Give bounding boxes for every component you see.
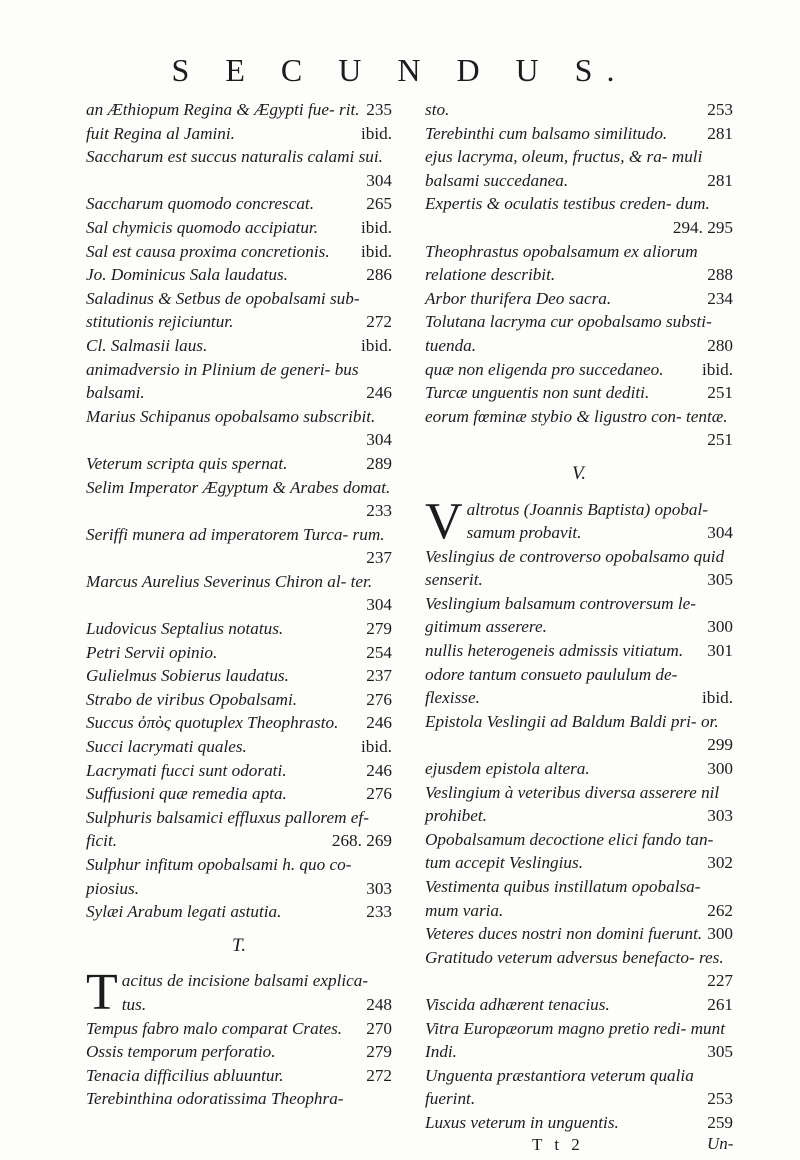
index-entry	[86, 216, 392, 240]
index-entry-text: acitus de incisione balsami explica- tus.	[121, 971, 369, 1014]
index-entry-text: Suffusioni quæ remedia apta.	[86, 784, 287, 804]
index-entry-page: 279	[366, 1042, 392, 1062]
index-entry-text: Epistola Veslingii ad Baldum Baldi pri- or.	[425, 711, 719, 731]
index-entry-page: 270	[366, 1018, 392, 1038]
index-entry-page: 279	[366, 619, 392, 639]
index-entry	[425, 946, 733, 993]
index-entry	[86, 664, 392, 688]
index-entry	[86, 405, 392, 452]
index-entry	[86, 1064, 392, 1088]
index-entry	[425, 1111, 733, 1135]
index-entry	[425, 757, 733, 781]
index-entry-page: 235	[366, 100, 392, 119]
index-entry-page: 301	[707, 641, 733, 661]
index-entry-text: ejus lacryma, oleum, fructus, & ra- muli balsami succedanea.	[425, 147, 703, 190]
index-entry-page: 246	[366, 760, 392, 780]
index-entry-text: Selim Imperator Ægyptum & Arabes domat.	[86, 477, 391, 497]
index-entry-text: Sal chymicis quomodo accipiatur.	[86, 217, 318, 237]
index-entry-page: 294. 295	[672, 217, 733, 237]
index-entry-page: 300	[707, 617, 733, 637]
index-entry-page: 281	[707, 170, 733, 190]
index-entry	[86, 570, 392, 617]
index-entry-text: Tenacia difficilius abluuntur.	[86, 1065, 284, 1085]
index-entry-text: Petri Servii opinio.	[86, 642, 218, 662]
index-entry	[425, 592, 733, 639]
index-entry-text: Saccharum quomodo concrescat.	[86, 194, 315, 214]
index-entry-text: Sulphur infitum opobalsami h. quo co- piosius.	[86, 855, 352, 898]
index-entry	[86, 240, 392, 264]
index-entry	[86, 145, 392, 192]
index-entry-text: Veterum scripta quis spernat.	[86, 453, 288, 473]
index-entry	[425, 993, 733, 1017]
index-entry-text: Tempus fabro malo comparat Crates.	[86, 1018, 343, 1038]
index-entry-page: 302	[707, 853, 733, 873]
index-entry-page: 253	[707, 1089, 733, 1109]
index-entry-text: Saladinus & Setbus de opobalsami sub- stitutionis rejiciuntur.	[86, 288, 360, 332]
index-entry-text: fuit Regina al Jamini.	[86, 123, 235, 143]
index-entry	[86, 452, 392, 476]
index-entry	[86, 641, 392, 665]
index-entry-page: 233	[366, 902, 392, 922]
index-entry	[86, 287, 392, 334]
index-entry-page: 304	[707, 523, 733, 543]
index-entry	[86, 711, 392, 735]
index-entry	[425, 663, 733, 710]
index-entry	[86, 900, 392, 924]
index-entry-page: 272	[366, 312, 392, 332]
index-entry	[86, 782, 392, 806]
index-entry	[425, 287, 733, 311]
index-entry-page: ibid.	[360, 123, 392, 143]
index-entry-text: Marius Schipanus opobalsamo subscribit.	[86, 406, 376, 426]
index-entry-text: Sal est causa proxima concretionis.	[86, 241, 330, 261]
index-entry-page: 305	[707, 1042, 733, 1062]
index-entry	[86, 735, 392, 759]
index-entry	[425, 122, 733, 146]
index-entry-text: Gratitudo veterum adversus benefacto- res.	[425, 947, 724, 967]
index-entry	[425, 828, 733, 875]
index-entry	[425, 922, 733, 946]
index-entry-text: Vitra Europæorum magno pretio redi- munt Indi.	[425, 1018, 725, 1062]
index-entry-page: 261	[707, 994, 733, 1014]
index-column-right	[425, 98, 733, 1135]
index-entry-page: 251	[707, 383, 733, 403]
index-entry	[425, 381, 733, 405]
index-entry-text: Veslingium à veteribus diversa asserere nil prohibet.	[425, 782, 720, 826]
index-entry	[425, 492, 733, 550]
index-entry-page: 303	[707, 806, 733, 826]
index-entry-text: Viscida adhærent tenacius.	[425, 994, 610, 1014]
index-entry	[86, 122, 392, 146]
index-entry	[425, 710, 733, 757]
signature-mark: T t 2	[532, 1135, 584, 1154]
index-entry-text: Veslingius de controverso opobalsamo quid senserit.	[425, 546, 725, 590]
index-entry-page: 304	[366, 595, 392, 615]
index-entry-page: 268. 269	[331, 831, 392, 851]
index-entry-text: Arbor thurifera Deo sacra.	[425, 288, 612, 308]
index-entry-text: an Æthiopum Regina & Ægypti fue- rit.	[86, 100, 360, 119]
index-entry	[86, 806, 392, 853]
index-entry	[86, 759, 392, 783]
index-entry	[86, 192, 392, 216]
index-entry-page: ibid.	[360, 737, 392, 757]
index-entry-text: Jo. Dominicus Sala laudatus.	[86, 265, 288, 285]
index-entry	[425, 405, 733, 452]
index-entry-text: Unguenta præstantiora veterum qualia fuerint.	[425, 1065, 694, 1109]
index-entry-page: 303	[366, 878, 392, 898]
index-entry-page: 254	[366, 642, 392, 662]
index-entry-page: 281	[707, 123, 733, 143]
drop-cap: V	[425, 492, 463, 550]
index-entry-page: ibid.	[701, 359, 733, 379]
index-entry-page: 305	[707, 570, 733, 590]
index-entry-page: ibid.	[360, 241, 392, 261]
index-entry	[86, 853, 392, 900]
index-entry-text: Terebinthina odoratissima Theophra-	[86, 1089, 344, 1109]
index-entry-page: 304	[366, 170, 392, 190]
index-entry-page: 299	[707, 735, 733, 755]
index-entry-text: nullis heterogeneis admissis vitiatum.	[425, 641, 684, 661]
index-entry	[425, 310, 733, 357]
index-entry-text: Ludovicus Septalius notatus.	[86, 619, 284, 639]
drop-cap: T	[86, 964, 118, 1022]
index-entry-page: 233	[366, 501, 392, 521]
index-entry-text: Theophrastus opobalsamum ex aliorum relatione describit.	[425, 241, 698, 285]
index-entry	[86, 1040, 392, 1064]
index-entry	[425, 875, 733, 922]
index-entry	[86, 1017, 392, 1041]
index-entry-page: 300	[707, 924, 733, 944]
index-entry-page: 237	[366, 666, 392, 686]
index-entry-page: 227	[707, 971, 733, 991]
index-entry	[86, 1087, 392, 1111]
index-entry-text: Terebinthi cum balsamo similitudo.	[425, 123, 668, 143]
index-entry	[86, 523, 392, 570]
index-entry-page: 272	[366, 1065, 392, 1085]
index-entry-text: Opobalsamum decoctione elici fando tan- tum accepit Veslingius.	[425, 829, 714, 873]
index-entry-text: Strabo de viribus Opobalsami.	[86, 689, 298, 709]
index-entry-text: Lacrymati fucci sunt odorati.	[86, 760, 287, 780]
index-entry-text: animadversio in Plinium de generi- bus balsami.	[86, 359, 359, 403]
index-entry-text: Expertis & oculatis testibus creden- dum.	[425, 194, 710, 214]
catchword: Un-	[707, 1134, 734, 1153]
index-entry-text: quæ non eligenda pro succedaneo.	[425, 359, 664, 379]
index-entry	[86, 964, 392, 1022]
index-entry	[86, 688, 392, 712]
index-entry-page: 265	[366, 194, 392, 214]
index-entry-text: sto.	[425, 100, 450, 119]
index-entry-text: Sulphuris balsamici effluxus pallorem ef- ficit.	[86, 807, 369, 851]
index-entry-text: Ossis temporum perforatio.	[86, 1042, 276, 1062]
index-entry-page: 262	[707, 900, 733, 920]
index-entry	[425, 1017, 733, 1064]
index-entry-page: 276	[366, 784, 392, 804]
index-entry-page: 248	[366, 994, 392, 1014]
index-entry-page: 237	[366, 548, 392, 568]
index-entry	[86, 617, 392, 641]
index-entry-text: Cl. Salmasii laus.	[86, 335, 208, 355]
running-head: S E C U N D U S.	[171, 52, 629, 88]
index-entry	[86, 476, 392, 523]
index-entry-page: 280	[707, 335, 733, 355]
index-entry-text: Luxus veterum in unguentis.	[425, 1112, 619, 1132]
index-entry-page: ibid.	[360, 217, 392, 237]
index-entry-text: Vestimenta quibus instillatum opobalsa- mum varia.	[425, 877, 701, 920]
index-entry-text: Seriffi munera ad imperatorem Turca- rum.	[86, 524, 385, 544]
index-entry-text: Turcæ unguentis non sunt dediti.	[425, 383, 650, 403]
index-entry	[425, 145, 733, 192]
index-entry	[425, 1064, 733, 1111]
index-entry-page: ibid.	[701, 688, 733, 708]
index-entry-page: 246	[366, 713, 392, 733]
index-entry	[425, 545, 733, 592]
index-entry	[425, 639, 733, 663]
letter-heading: V.	[572, 462, 586, 484]
index-entry	[425, 358, 733, 382]
index-entry	[425, 192, 733, 239]
index-entry-page: 259	[707, 1112, 733, 1132]
index-entry-text: Veteres duces nostri non domini fuerunt.	[425, 924, 703, 944]
index-entry-page: 253	[707, 100, 733, 119]
index-entry-page: 251	[707, 430, 733, 450]
index-entry-text: Gulielmus Sobierus laudatus.	[86, 666, 289, 686]
index-entry-page: 246	[366, 383, 392, 403]
index-entry-text: Marcus Aurelius Severinus Chiron al- ter.	[86, 571, 373, 591]
index-entry-page: ibid.	[360, 335, 392, 355]
index-entry	[86, 263, 392, 287]
index-entry-page: 289	[366, 453, 392, 473]
index-entry	[425, 98, 733, 122]
index-entry	[425, 781, 733, 828]
index-entry-text: odore tantum consueto paululum de- flexisse.	[425, 664, 678, 708]
index-column-left	[86, 98, 392, 1111]
index-entry-page: 300	[707, 759, 733, 779]
index-entry-text: altrotus (Joannis Baptista) opobal- samum probavit.	[466, 499, 708, 543]
index-entry-page: 286	[366, 265, 392, 285]
index-entry-page: 234	[707, 288, 733, 308]
index-entry-text: Succus ὀπὸς quotuplex Theophrasto.	[86, 713, 339, 733]
index-entry-text: Sylæi Arabum legati astutia.	[86, 902, 282, 922]
index-entry	[425, 240, 733, 287]
index-entry	[86, 334, 392, 358]
index-entry	[86, 358, 392, 405]
index-entry-page: 276	[366, 689, 392, 709]
index-entry-page: 304	[366, 430, 392, 450]
index-entry	[86, 98, 392, 122]
index-entry-text: Succi lacrymati quales.	[86, 737, 247, 757]
index-entry-page: 288	[707, 265, 733, 285]
index-entry-text: Veslingium balsamum controversum le- gitimum asserere.	[425, 593, 696, 637]
letter-heading: T.	[232, 934, 246, 956]
index-entry-text: Saccharum est succus naturalis calami sui.	[86, 147, 383, 167]
index-entry-text: eorum fœminæ stybio & ligustro con- tentæ.	[425, 406, 728, 426]
index-entry-text: Tolutana lacryma cur opobalsamo substi- tuenda.	[425, 312, 712, 355]
index-entry-text: ejusdem epistola altera.	[425, 759, 590, 779]
